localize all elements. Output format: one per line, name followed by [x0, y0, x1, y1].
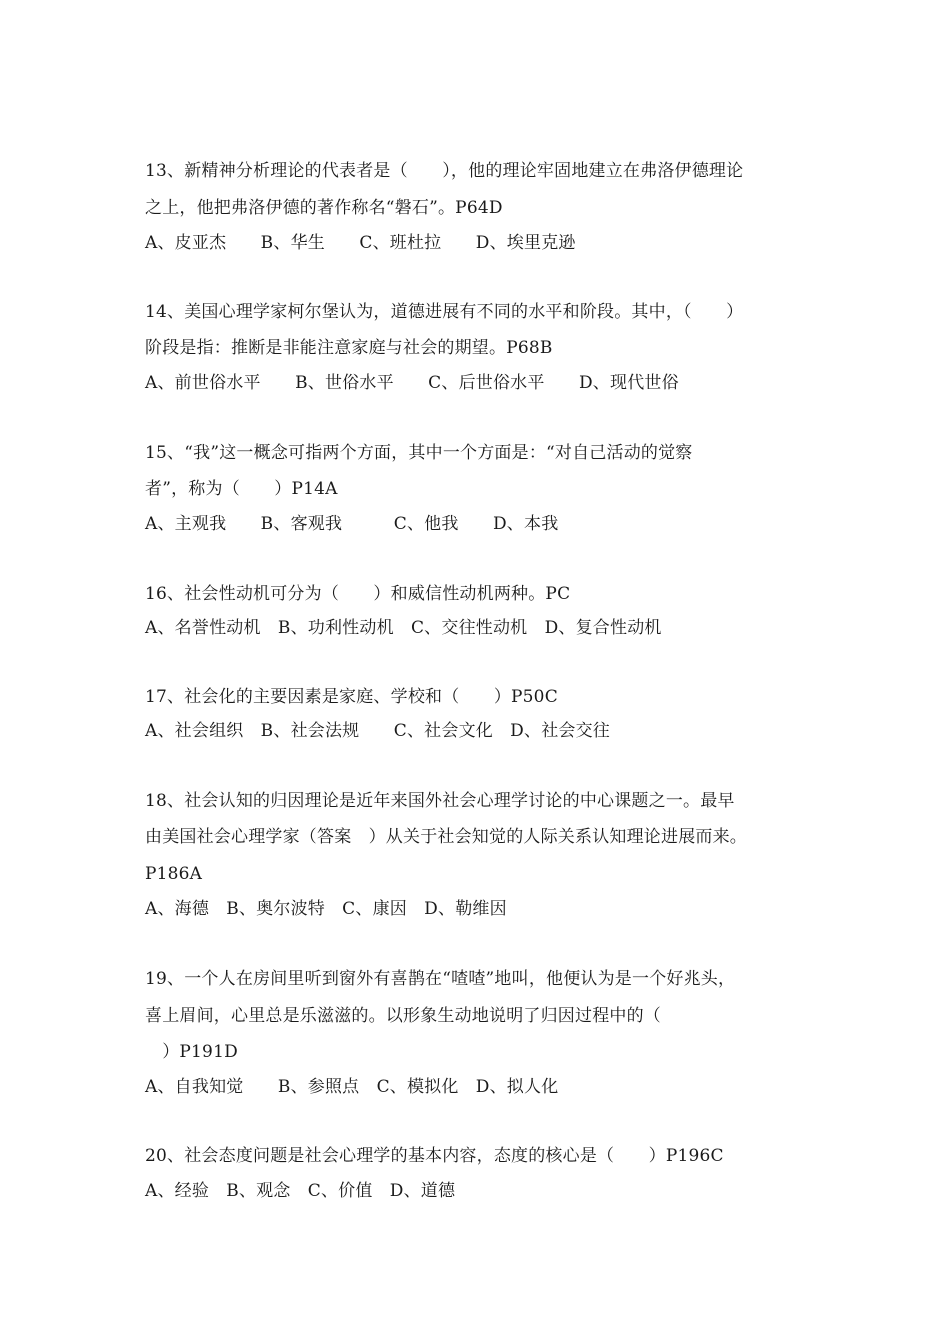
question-13-options: A、皮亚杰 B、华生 C、班杜拉 D、埃里克逊 [145, 233, 576, 253]
question-14-options: A、前世俗水平 B、世俗水平 C、后世俗水平 D、现代世俗 [145, 373, 679, 393]
question-18-line-1: 18、社会认知的归因理论是近年来国外社会心理学讨论的中心课题之一。最早 [145, 791, 735, 811]
question-15-line-2: 者”，称为（ ）P14A [145, 479, 338, 499]
question-19-options: A、自我知觉 B、参照点 C、模拟化 D、拟人化 [145, 1077, 559, 1097]
question-18-line-3: P186A [145, 864, 203, 884]
question-19-line-3: ）P191D [145, 1042, 238, 1062]
question-13-line-2: 之上，他把弗洛伊德的著作称名“磐石”。P64D [145, 198, 503, 218]
question-16-options: A、名誉性动机 B、功利性动机 C、交往性动机 D、复合性动机 [145, 618, 662, 638]
question-17-options: A、社会组织 B、社会法规 C、社会文化 D、社会交往 [145, 721, 611, 741]
question-16-line-1: 16、社会性动机可分为（ ）和威信性动机两种。PC [145, 584, 571, 604]
question-20-line-1: 20、社会态度问题是社会心理学的基本内容，态度的核心是（ ）P196C [145, 1146, 724, 1166]
question-19-line-1: 19、一个人在房间里听到窗外有喜鹊在“喳喳”地叫，他便认为是一个好兆头， [145, 969, 736, 989]
question-18-line-2: 由美国社会心理学家（答案 ）从关于社会知觉的人际关系认知理论进展而来。 [145, 827, 747, 847]
question-15-line-1: 15、“我”这一概念可指两个方面，其中一个方面是：“对自己活动的觉察 [145, 443, 693, 463]
question-18-options: A、海德 B、奥尔波特 C、康因 D、勒维因 [145, 899, 507, 919]
question-14-line-2: 阶段是指：推断是非能注意家庭与社会的期望。P68B [145, 338, 553, 358]
question-15-options: A、主观我 B、客观我 C、他我 D、本我 [145, 514, 559, 534]
question-17-line-1: 17、社会化的主要因素是家庭、学校和（ ）P50C [145, 687, 558, 707]
question-13-line-1: 13、新精神分析理论的代表者是（ ），他的理论牢固地建立在弗洛伊德理论 [145, 161, 744, 181]
question-19-line-2: 喜上眉间，心里总是乐滋滋的。以形象生动地说明了归因过程中的（ [145, 1006, 661, 1026]
question-14-line-1: 14、美国心理学家柯尔堡认为，道德进展有不同的水平和阶段。其中，（ ） [145, 302, 744, 322]
question-20-options: A、经验 B、观念 C、价值 D、道德 [145, 1181, 456, 1201]
